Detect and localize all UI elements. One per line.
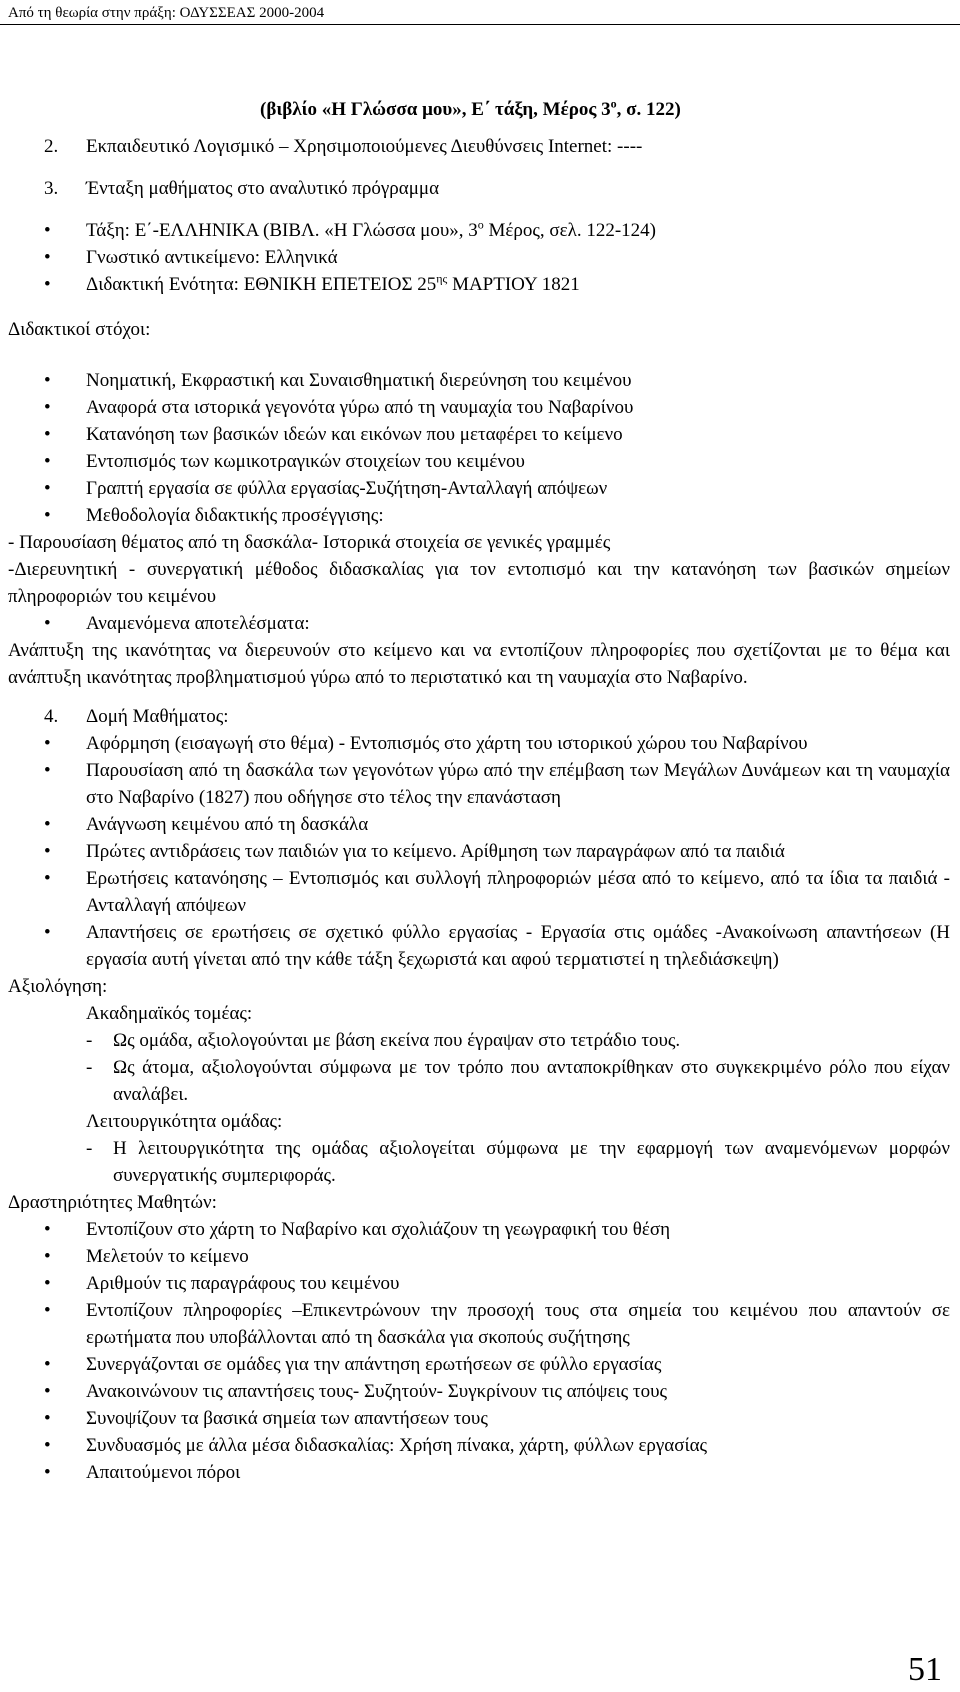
activity-item: • Αριθμούν τις παραγράφους του κειμένου xyxy=(8,1270,950,1297)
method-line-2: -Διερευνητική - συνεργατική μέθοδος διδασκαλίας για τον εντοπισμό και την κατανόηση των βασικών σημείων πληροφοριών του κειμένου xyxy=(8,559,950,607)
objective-item: • Γραπτή εργασία σε φύλλα εργασίας-Συζήτηση-Ανταλλαγή απόψεων xyxy=(8,475,950,502)
section-4-number: 4. xyxy=(44,706,59,727)
unit-item: • Διδακτική Ενότητα: ΕΘΝΙΚΗ ΕΠΕΤΕΙΟΣ $25^{\eta\varsigma}$ ΜΑΡΤΙΟΥ 1821 xyxy=(8,271,950,298)
page-number: 51 xyxy=(908,1651,942,1688)
objective-item: • Νοηματική, Εκφραστική και Συναισθηματική διερεύνηση του κειμένου xyxy=(8,367,950,394)
structure-item: • Ερωτήσεις κατανόησης – Εντοπισμός και συλλογή πληροφοριών μέσα από το κείμενο, από τα ίδια τα παιδιά - Ανταλλαγή απόψεων xyxy=(8,865,950,919)
structure-item: • Ανάγνωση κειμένου από τη δασκάλα xyxy=(8,811,950,838)
objective-item: • Αναφορά στα ιστορικά γεγονότα γύρω από τη ναυμαχία του Ναβαρίνου xyxy=(8,394,950,421)
activity-item: • Συνοψίζουν τα βασικά σημεία των απαντήσεων τους xyxy=(8,1405,950,1432)
header-rule xyxy=(0,24,960,25)
section-4 xyxy=(8,703,950,730)
section-2-number: 2. xyxy=(44,136,59,157)
book-reference: (βιβλίο «Η Γλώσσα μου», Ε΄ τάξη, Μέρος $3^o$, σ. 122) xyxy=(260,96,681,120)
document-body xyxy=(8,96,950,1486)
activity-item: • Ανακοινώνουν τις απαντήσεις τους- Συζητούν- Συγκρίνουν τις απόψεις τους xyxy=(8,1378,950,1405)
structure-item: • Πρώτες αντιδράσεις των παιδιών για το κείμενο. Αρίθμηση των παραγράφων από τα παιδιά xyxy=(8,838,950,865)
running-header: Από τη θεωρία στην πράξη: ΟΔΥΣΣΕΑΣ 2000-2004 xyxy=(8,5,325,21)
structure-item: • Αφόρμηση (εισαγωγή στο θέμα) - Εντοπισμός στο χάρτη του ιστορικού χώρου του Ναβαρίνου xyxy=(8,730,950,757)
assessment-heading: Αξιολόγηση: xyxy=(8,976,108,997)
objective-item: • Μεθοδολογία διδακτικής προσέγγισης: xyxy=(8,502,950,529)
objectives-list xyxy=(8,367,950,529)
expected-heading: • Αναμενόμενα αποτελέσματα: xyxy=(8,610,950,637)
activity-item: • Απαιτούμενοι πόροι xyxy=(8,1459,950,1486)
activities-heading: Δραστηριότητες Μαθητών: xyxy=(8,1192,217,1213)
section-4-heading: Δομή Μαθήματος: xyxy=(86,706,229,727)
section-2 xyxy=(8,133,950,160)
academic-heading: Ακαδημαϊκός τομέας: xyxy=(86,1003,253,1024)
structure-item: • Απαντήσεις σε ερωτήσεις σε σχετικό φύλλο εργασίας - Εργασία στις ομάδες -Ανακοίνωση απαντήσεων (Η εργασία αυτή γίνεται από την κάθε τάξη ξεχωριστά και αφού τερματιστεί η τηλεδιάσκεψη) xyxy=(8,919,950,973)
method-line-1: - Παρουσίαση θέματος από τη δασκάλα- Ιστορικά στοιχεία σε γενικές γραμμές xyxy=(8,532,611,553)
academic-item: - Ως άτομα, αξιολογούνται σύμφωνα με τον τρόπο που ανταποκρίθηκαν στο συγκεκριμένο ρόλο που είχαν αναλάβει. xyxy=(8,1054,950,1108)
section-3 xyxy=(8,175,950,202)
activity-item: • Μελετούν το κείμενο xyxy=(8,1243,950,1270)
grade-item: • Τάξη: Ε΄-ΕΛΛΗΝΙΚΑ (ΒΙΒΛ. «Η Γλώσσα μου», $3^o$ Μέρος, σελ. 122-124) xyxy=(8,217,950,244)
expected-text: Ανάπτυξη της ικανότητας να διερευνούν στο κείμενο και να εντοπίζουν πληροφορίες που σχετίζονται με το θέμα και ανάπτυξη ικανότητας προβληματισμού γύρω από το περιστατικό και τη ναυμαχία στο Ναβαρίνο. xyxy=(8,640,950,688)
team-item: - Η λειτουργικότητα της ομάδας αξιολογείται σύμφωνα με την εφαρμογή των αναμενόμενων μορφών συνεργατικής συμπεριφοράς. xyxy=(8,1135,950,1189)
team-heading: Λειτουργικότητα ομάδας: xyxy=(86,1111,283,1132)
objective-item: • Κατανόηση των βασικών ιδεών και εικόνων που μεταφέρει το κείμενο xyxy=(8,421,950,448)
objectives-heading: Διδακτικοί στόχοι: xyxy=(8,319,151,340)
activity-item: • Συνεργάζονται σε ομάδες για την απάντηση ερωτήσεων σε φύλλο εργασίας xyxy=(8,1351,950,1378)
section-2-text: Εκπαιδευτικό Λογισμικό – Χρησιμοποιούμενες Διευθύνσεις Internet: ---- xyxy=(86,136,643,157)
structure-item: • Παρουσίαση από τη δασκάλα των γεγονότων γύρω από την επέμβαση των Μεγάλων Δυνάμεων και τη ναυμαχία στο Ναβαρίνο (1827) που οδήγησε στο τέλος την επανάσταση xyxy=(8,757,950,811)
section-3-number: 3. xyxy=(44,178,59,199)
subject-item: • Γνωστικό αντικείμενο: Ελληνικά xyxy=(8,244,950,271)
activity-item: • Εντοπίζουν στο χάρτη το Ναβαρίνο και σχολιάζουν τη γεωγραφική του θέση xyxy=(8,1216,950,1243)
activity-item: • Συνδυασμός με άλλα μέσα διδασκαλίας: Χρήση πίνακα, χάρτη, φύλλων εργασίας xyxy=(8,1432,950,1459)
objective-item: • Εντοπισμός των κωμικοτραγικών στοιχείων του κειμένου xyxy=(8,448,950,475)
activity-item: • Εντοπίζουν πληροφορίες –Επικεντρώνουν την προσοχή τους στα σημεία του κειμένου που απαντούν σε ερωτήματα που υποβάλλονται από τη δασκάλα για σκοπούς συζήτησης xyxy=(8,1297,950,1351)
section-3-text: Ένταξη μαθήματος στο αναλυτικό πρόγραμμα xyxy=(86,178,440,199)
academic-item: - Ως ομάδα, αξιολογούνται με βάση εκείνα που έγραψαν στο τετράδιο τους. xyxy=(8,1027,950,1054)
